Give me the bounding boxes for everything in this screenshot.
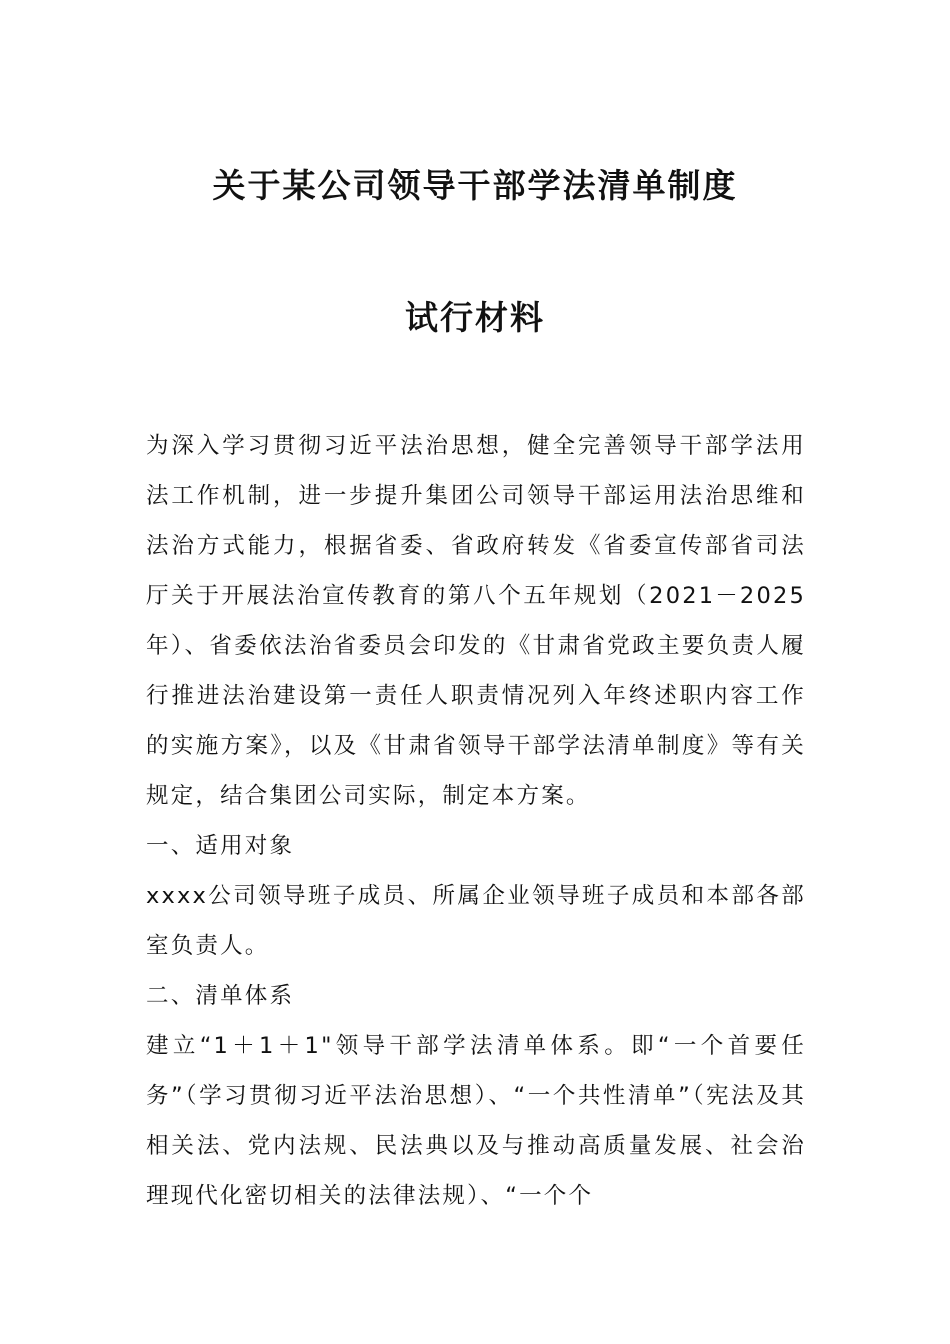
document-title: 关于某公司领导干部学法清单制度 [212,166,738,205]
document-body [146,421,806,1221]
document-subtitle: 试行材料 [405,298,545,337]
section-heading-system: 二、清单体系 [146,983,295,1009]
section-heading-scope: 一、适用对象 [146,833,295,859]
intro-paragraph: 为深入学习贯彻习近平法治思想，健全完善领导干部学法用法工作机制，进一步提升集团公司领导干部运用法治思维和法治方式能力，根据省委、省政府转发《省委宣传部省司法厅关于开展法治宣传教育的第八个五年规划（2021－2025年）、省委依法治省委员会印发的《甘肃省党政主要负责人履行推进法治建设第一责任人职责情况列入年终述职内容工作的实施方案》，以及《甘肃省领导干部学法清单制度》等有关规定，结合集团公司实际，制定本方案。 [146,433,806,809]
scope-paragraph: xxxx公司领导班子成员、所属企业领导班子成员和本部各部室负责人。 [146,883,806,959]
system-paragraph: 建立“1＋1＋1"领导干部学法清单体系。即“一个首要任务”（学习贯彻习近平法治思想）、“一个共性清单”（宪法及其相关法、党内法规、民法典以及与推动高质量发展、社会治理现代化密切相关的法律法规）、“一个个 [146,1033,806,1209]
